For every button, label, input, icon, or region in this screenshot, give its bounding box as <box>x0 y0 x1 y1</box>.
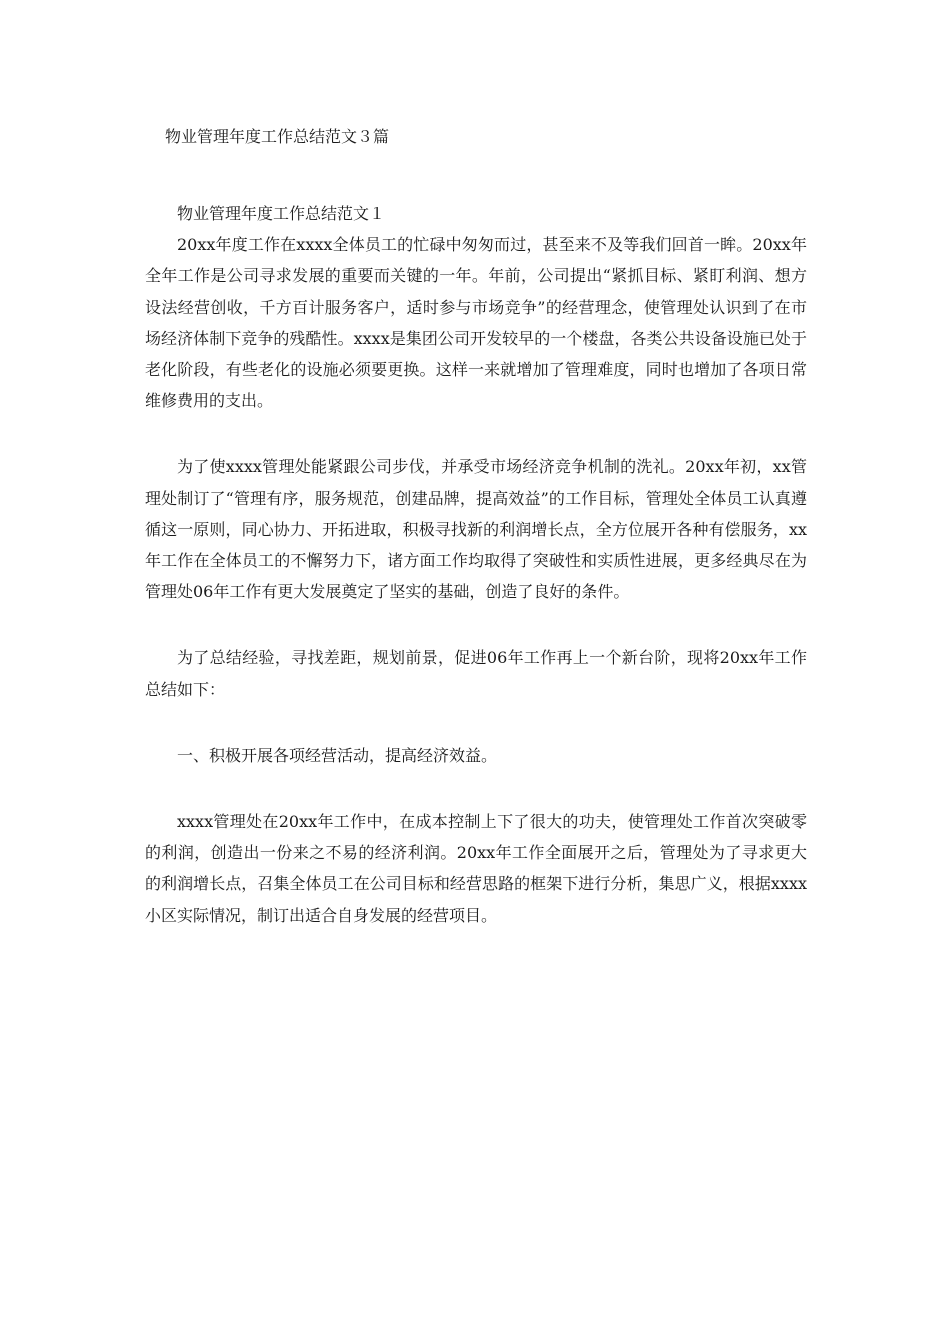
paragraph-gap <box>145 705 807 740</box>
paragraph-goals: 为了使xxxx管理处能紧跟公司步伐，并承受市场经济竞争机制的洗礼。20xx年初，xx管理处制订了“管理有序，服务规范，创建品牌，提高效益”的工作目标，管理处全体员工认真遵循这一原则，同心协力、开拓进取，积极寻找新的利润增长点，全方位展开各种有偿服务，xx年工作在全体员工的不懈努力下，诸方面工作均取得了突破性和实质性进展，更多经典尽在为管理处06年工作有更大发展奠定了坚实的基础，创造了良好的条件。 <box>145 457 807 602</box>
document-title: 物业管理年度工作总结范文３篇 <box>165 127 390 146</box>
document-body <box>145 198 807 931</box>
paragraph-operations: xxxx管理处在20xx年工作中，在成本控制上下了很大的功夫，使管理处工作首次突破零的利润，创造出一份来之不易的经济利润。20xx年工作全面展开之后，管理处为了寻求更大的利润增长点，召集全体员工在公司目标和经营思路的框架下进行分析，集思广义，根据xxxx小区实际情况，制订出适合自身发展的经营项目。 <box>145 812 807 925</box>
paragraph-gap <box>145 416 807 451</box>
paragraph-summary-lead: 为了总结经验，寻找差距，规划前景，促进06年工作再上一个新台阶，现将20xx年工作总结如下： <box>145 648 807 699</box>
paragraph-gap <box>145 771 807 806</box>
section-heading-1: 物业管理年度工作总结范文１ <box>177 204 386 223</box>
paragraph-gap <box>145 607 807 642</box>
section-heading-operations: 一、积极开展各项经营活动，提高经济效益。 <box>177 745 498 765</box>
paragraph-intro: 20xx年度工作在xxxx全体员工的忙碌中匆匆而过，甚至来不及等我们回首一眸。20xx年全年工作是公司寻求发展的重要而关键的一年。年前，公司提出“紧抓目标、紧盯利润、想方设法经营创收，千方百计服务客户，适时参与市场竞争”的经营理念，使管理处认识到了在市场经济体制下竞争的残酷性。xxxx是集团公司开发较早的一个楼盘，各类公共设备设施已处于老化阶段，有些老化的设施必须要更换。这样一来就增加了管理难度，同时也增加了各项日常维修费用的支出。 <box>145 235 807 411</box>
